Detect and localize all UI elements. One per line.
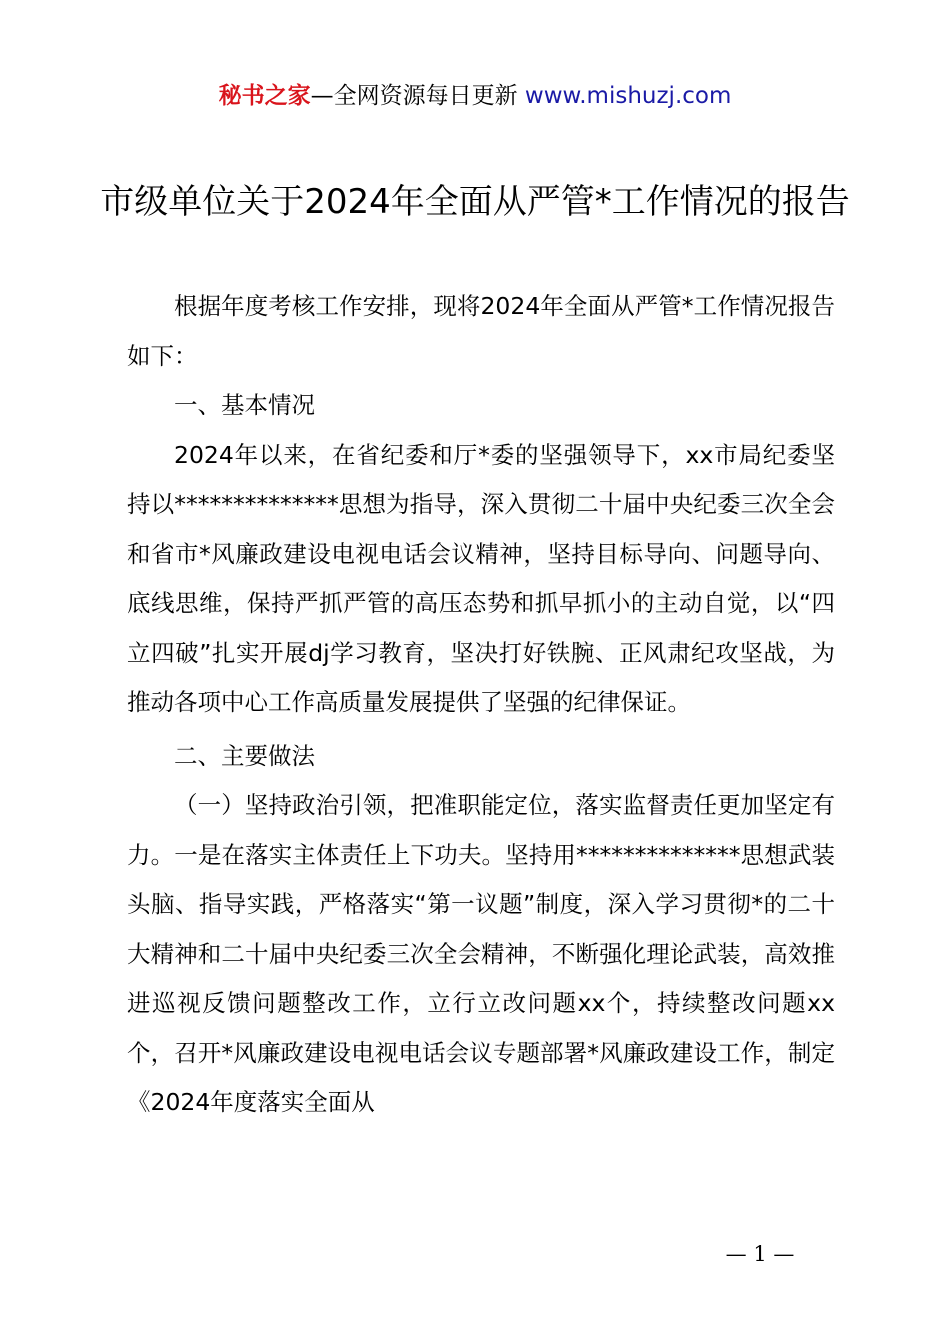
basic-situation-paragraph: 2024年以来，在省纪委和厅*委的坚强领导下，xx市局纪委坚持以**************思想为指导，深入贯彻二十届中央纪委三次全会和省市*风廉政建设电视电话会议精神，坚持目标导向、问题导向、底线思维，保持严抓严管的高压态势和抓早抓小的主动自觉，以“四立四破”扎实开展dj学习教育，坚决打好铁腕、正风肃纪攻坚战，为推动各项中心工作高质量发展提供了坚强的纪律保证。 xyxy=(127,440,835,716)
document-body xyxy=(127,282,835,1128)
main-practices-paragraph: （一）坚持政治引领，把准职能定位，落实监督责任更加坚定有力。一是在落实主体责任上下功夫。坚持用**************思想武装头脑、指导实践，严格落实“第一议题”制度，深入学习贯彻*的二十大精神和二十届中央纪委三次全会精神，不断强化理论武装，高效推进巡视反馈问题整改工作，立行立改问题xx个，持续整改问题xx个，召开*风廉政建设电视电话会议专题部署*风廉政建设工作，制定《2024年度落实全面从 xyxy=(127,791,835,1116)
site-tagline: —全网资源每日更新 xyxy=(310,83,525,109)
section-heading-main-practices: 二、主要做法 xyxy=(174,741,315,770)
intro-paragraph: 根据年度考核工作安排，现将2024年全面从严管*工作情况报告如下： xyxy=(127,292,835,370)
site-url-link[interactable]: www.mishuzj.com xyxy=(524,83,732,109)
document-title: 市级单位关于2024年全面从严管*工作情况的报告 xyxy=(100,182,850,222)
site-brand: 秘书之家 xyxy=(218,83,311,109)
site-header xyxy=(0,80,950,112)
page-number: — 1 — xyxy=(725,1242,795,1266)
section-heading-basic-situation: 一、基本情况 xyxy=(174,391,315,419)
